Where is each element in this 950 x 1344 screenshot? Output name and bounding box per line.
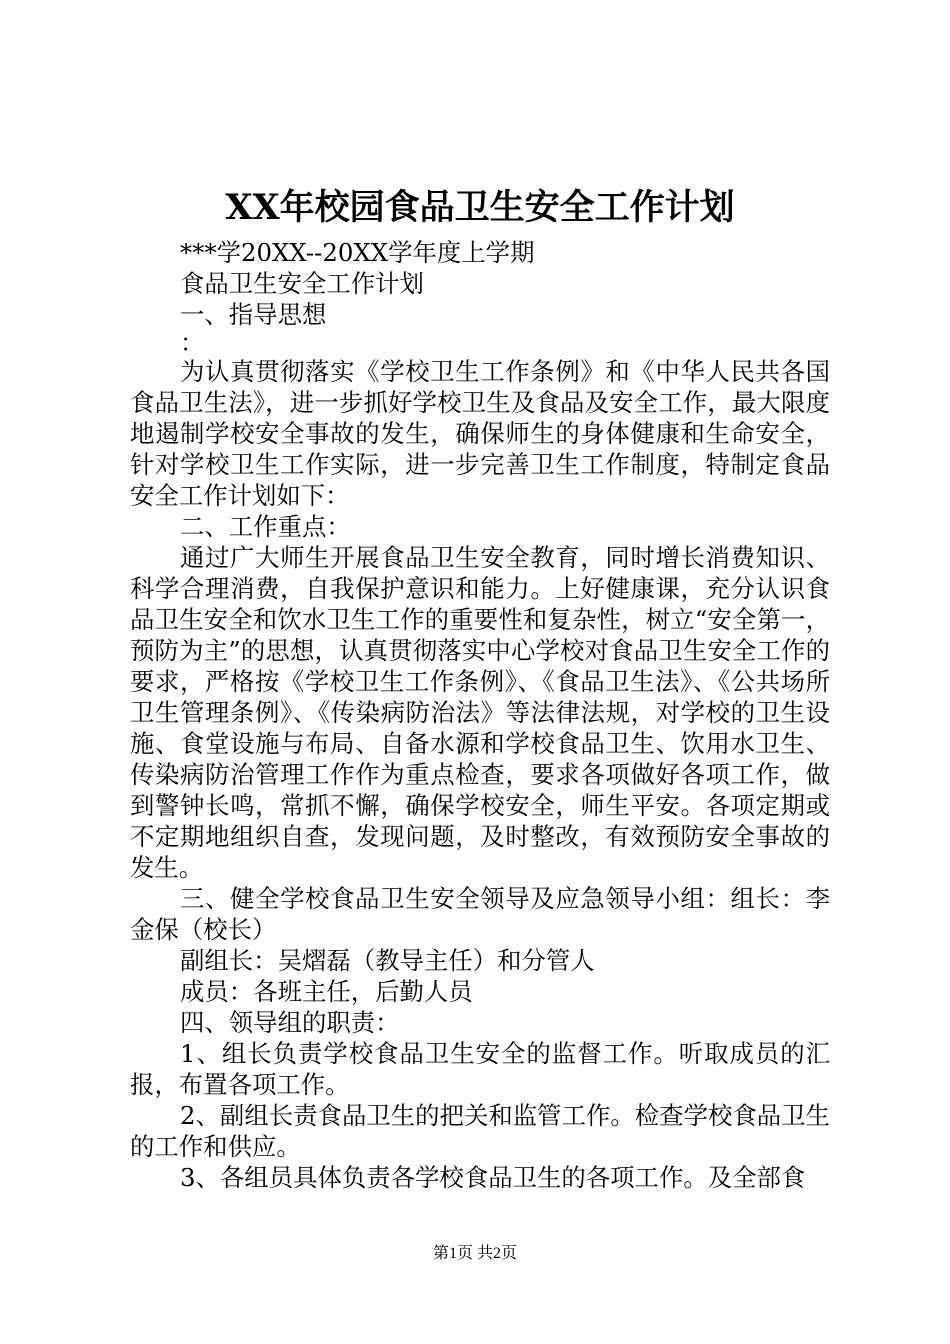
- page-footer: 第1页 共2页: [432, 1245, 517, 1262]
- paragraph-deputy-leader: 副组长：吴熠磊（教导主任）和分管人: [180, 946, 595, 975]
- paragraph-guiding-thought: 为认真贯彻落实《学校卫生工作条例》和《中华人民共各国食品卫生法》，进一步抓好学校卫生及食品及安全工作，最大限度地遏制学校安全事故的发生，确保师生的身体健康和生命安全，针对学校卫生工作实际，进一步完善卫生工作制度，特制定食品安全工作计划如下：: [130, 357, 830, 510]
- paragraph-members: 成员：各班主任，后勤人员: [180, 977, 473, 1006]
- paragraph-leadership-group: 三、健全学校食品卫生安全领导及应急领导小组：组长：李金保（校长）: [130, 884, 830, 944]
- paragraph-work-focus: 通过广大师生开展食品卫生安全教育，同时增长消费知识、科学合理消费，自我保护意识和能力。上好健康课，充分认识食品卫生安全和饮水卫生工作的重要性和复杂性，树立“安全第一，预防为主”的思想，认真贯彻落实中心学校对食品卫生安全工作的要求，严格按《学校卫生工作条例》、《食品卫生法》、《公共场所卫生管理条例》、《传染病防治法》等法律法规，对学校的卫生设施、食堂设施与布局、自备水源和学校食品卫生、饮用水卫生、传染病防治管理工作作为重点检查，要求各项做好各项工作，做到警钟长鸣，常抓不懈，确保学校安全，师生平安。各项定期或不定期地组织自查，发现问题，及时整改，有效预防安全事故的发生。: [130, 543, 830, 882]
- heading-work-focus: 二、工作重点：: [180, 512, 351, 541]
- paragraph-duty-3: 3、各组员具体负责各学校食品卫生的各项工作。及全部食: [180, 1163, 806, 1192]
- paragraph-duty-2: 2、副组长责食品卫生的把关和监管工作。检查学校食品卫生的工作和供应。: [130, 1101, 830, 1161]
- document-body: [130, 183, 830, 1193]
- paragraph-duty-1: 1、组长负责学校食品卫生安全的监督工作。听取成员的汇报，布置各项工作。: [130, 1039, 830, 1099]
- paragraph-colon: ：: [180, 328, 205, 357]
- heading-duties: 四、领导组的职责：: [180, 1008, 400, 1037]
- heading-guiding-thought: 一、指导思想: [180, 300, 327, 329]
- document-title: XX年校园食品卫生安全工作计划: [225, 187, 735, 228]
- paragraph-school-term: ***学20XX--20XX学年度上学期: [180, 238, 535, 267]
- paragraph-plan-subtitle: 食品卫生安全工作计划: [180, 269, 424, 298]
